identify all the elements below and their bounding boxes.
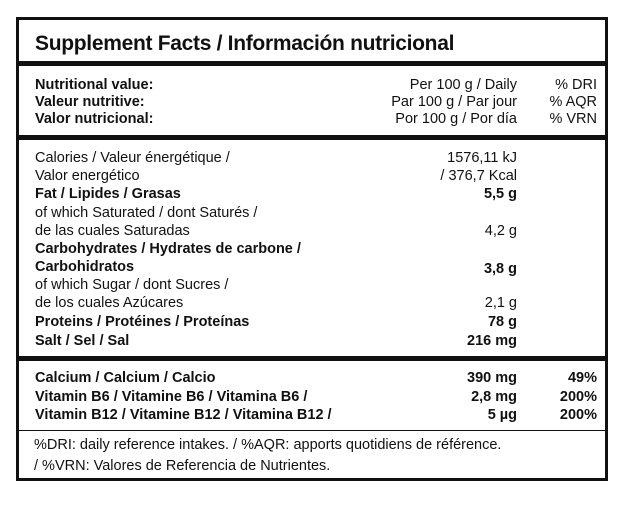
footnote-divider [19,430,605,431]
calories-kj-value: 1576,11 kJ [447,150,517,166]
calcium-pct: 49% [567,370,597,386]
supplement-facts-panel [16,17,608,481]
sugar-label-line1: of which Sugar / dont Sucres / [35,277,229,293]
header-pct-en: % DRI [555,77,597,93]
vitamin-b6-label: Vitamin B6 / Vitamine B6 / Vitamina B6 / [35,389,308,405]
protein-value: 78 g [487,314,517,330]
calories-label-line1: Calories / Valeur énergétique / [35,150,230,166]
saturated-label-line1: of which Saturated / dont Saturés / [35,205,258,221]
header-per-en: Per 100 g / Daily [409,77,517,93]
sugar-value: 2,1 g [484,295,517,311]
carbs-value: 3,8 g [483,261,517,277]
protein-label: Proteins / Protéines / Proteínas [35,314,250,330]
header-label-en: Nutritional value: [35,77,154,93]
saturated-value: 4,2 g [484,223,517,239]
panel-title: Supplement Facts / Información nutricional [35,32,455,55]
vitamin-b12-pct: 200% [559,407,597,423]
header-per-es: Por 100 g / Por día [395,111,517,127]
title-divider [19,61,605,66]
calories-label-line2: Valor energético [35,168,140,184]
carbs-label-line1: Carbohydrates / Hydrates de carbone / [35,241,301,257]
salt-value: 216 mg [467,333,517,349]
vitamin-b12-value: 5 µg [487,407,517,423]
vitamin-b6-value: 2,8 mg [471,389,517,405]
sugar-label-line2: de los cuales Azúcares [35,295,184,311]
vitamin-b12-label: Vitamin B12 / Vitamine B12 / Vitamina B12 / [35,407,332,423]
header-per-fr: Par 100 g / Par jour [391,94,517,110]
carbs-label-line2: Carbohidratos [35,259,135,275]
calcium-value: 390 mg [467,370,517,386]
header-label-es: Valor nutricional: [35,111,154,127]
saturated-label-line2: de las cuales Saturadas [35,223,190,239]
footnote-line1: %DRI: daily reference intakes. / %AQR: apports quotidiens de référence. [34,437,502,453]
header-label-fr: Valeur nutritive: [35,94,145,110]
header-pct-es: % VRN [549,111,597,127]
vitamin-b6-pct: 200% [559,389,597,405]
salt-label: Salt / Sel / Sal [35,333,130,349]
fat-label: Fat / Lipides / Grasas [35,186,181,202]
calories-kcal-value: / 376,7 Kcal [440,168,517,184]
minerals-divider [19,356,605,361]
calcium-label: Calcium / Calcium / Calcio [35,370,216,386]
header-divider [19,135,605,140]
header-pct-fr: % AQR [549,94,597,110]
footnote-line2: / %VRN: Valores de Referencia de Nutrientes. [34,458,331,474]
fat-value: 5,5 g [483,186,517,202]
